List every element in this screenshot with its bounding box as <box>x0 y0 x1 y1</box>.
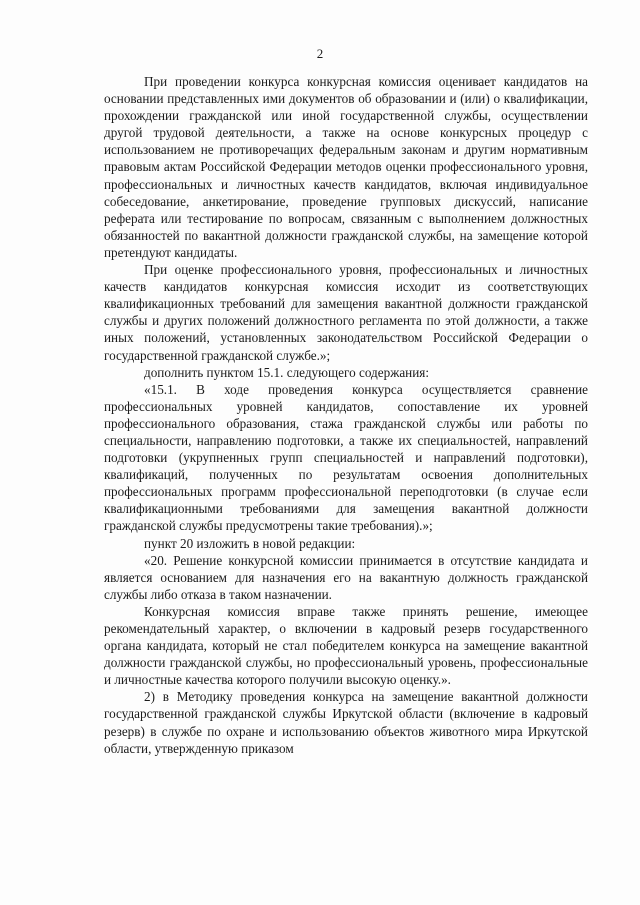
page-number: 2 <box>316 46 324 61</box>
paragraph-amendment-15-1-intro: дополнить пунктом 15.1. следующего содержания: <box>144 364 430 380</box>
paragraph-assessment-criteria: При оценке профессионального уровня, профессиональных и личностных качеств кандидатов конкурсная комиссия исходит из соответствующих квалификационных требований для замещения вакантной должности гражданской службы и других положений должностного регламента по этой должности, а также иных положений, установленных законодательством Российской Федерации о государственной гражданской службе.»; <box>104 262 588 363</box>
document-body <box>104 73 588 757</box>
paragraph-methodology-amendment: 2) в Методику проведения конкурса на замещение вакантной должности государственной гражданской службы Иркутской области (включение в кадровый резерв) в службе по охране и использованию объектов животного мира Иркутской области, утвержденную приказом <box>104 689 588 756</box>
paragraph-clause-20: «20. Решение конкурсной комиссии принимается в отсутствие кандидата и является основанием для назначения его на вакантную должность гражданской службы либо отказа в таком назначении. <box>104 552 588 602</box>
paragraph-candidate-evaluation: При проведении конкурса конкурсная комиссия оценивает кандидатов на основании представленных ими документов об образовании и (или) о квалификации, прохождении гражданской или иной государственной службы, осуществлении другой трудовой деятельности, а также на основе конкурсных процедур с использованием не противоречащих федеральным законам и другим нормативным правовым актам Российской Федерации методов оценки профессионального уровня, профессиональных и личностных качеств кандидатов, включая индивидуальное собеседование, анкетирование, проведение групповых дискуссий, написание реферата или тестирование по вопросам, связанным с выполнением должностных обязанностей по вакантной должности гражданской службы, на замещение которой претендуют кандидаты. <box>104 74 588 260</box>
paragraph-amendment-20-intro: пункт 20 изложить в новой редакции: <box>144 535 356 551</box>
paragraph-reserve-decision: Конкурсная комиссия вправе также принять решение, имеющее рекомендательный характер, о включении в кадровый резерв государственного органа кандидата, который не стал победителем конкурса на замещение вакантной должности гражданской службы, но профессиональный уровень, профессиональные и личностные качества которого получили высокую оценку.». <box>104 603 588 688</box>
paragraph-clause-15-1: «15.1. В ходе проведения конкурса осуществляется сравнение профессиональных уровней кандидатов, сопоставление их уровней профессионального образования, стажа гражданской службы или работы по специальности, направлению подготовки, а также их специальностей, направлений подготовки (укрупненных групп специальностей и направлений подготовки), квалификаций, полученных по результатам освоения дополнительных профессиональных программ профессиональной переподготовки (в случае если квалификационными требованиями для замещения вакантной должности гражданской службы предусмотрены такие требования).»; <box>104 381 588 534</box>
